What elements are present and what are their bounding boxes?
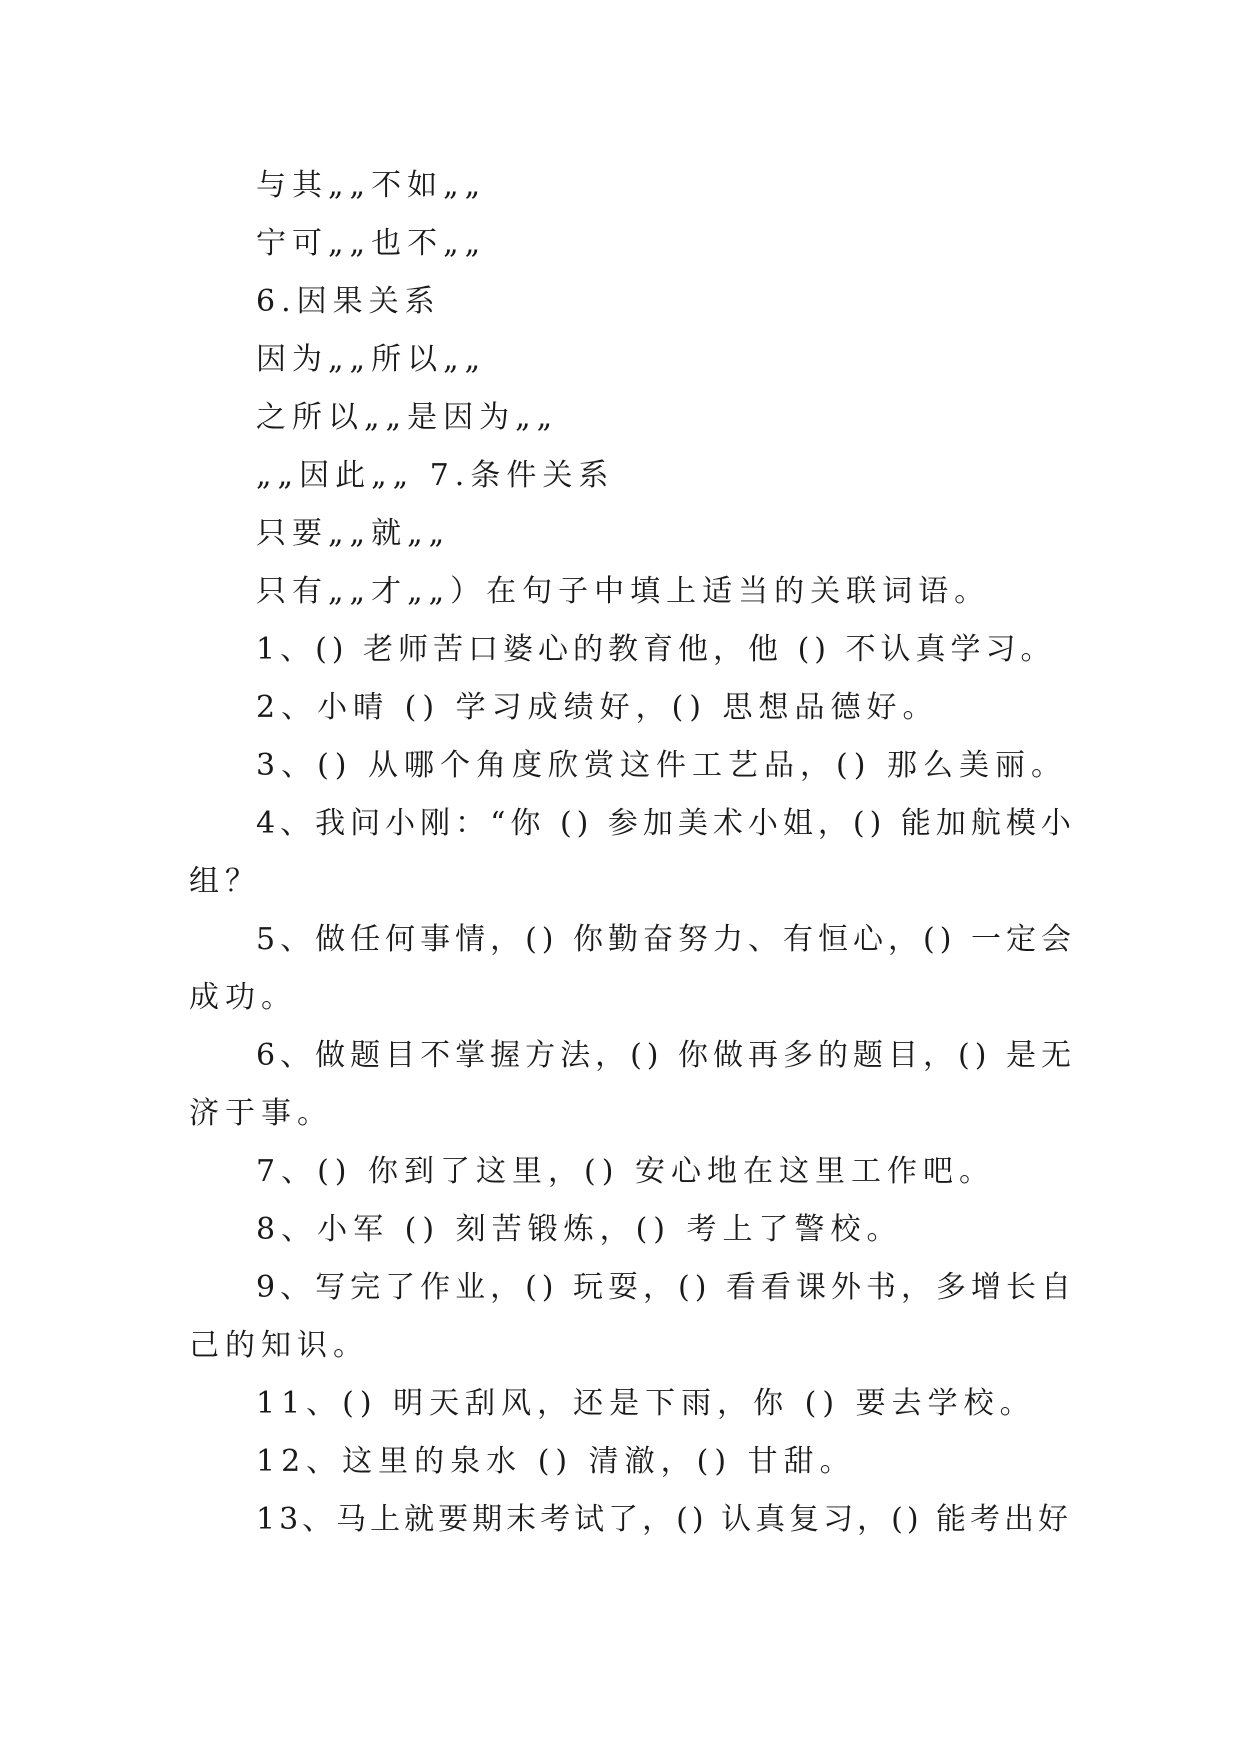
exercise-item-continued: 己的知识。 bbox=[189, 1328, 369, 1363]
exercise-item: 1、() 老师苦口婆心的教育他，他 () 不认真学习。 bbox=[256, 632, 1056, 667]
text-line: „„因此„„ 7.条件关系 bbox=[256, 458, 615, 493]
instruction-line: 只有„„才„„）在句子中填上适当的关联词语。 bbox=[256, 574, 991, 609]
exercise-item-continued: 济于事。 bbox=[189, 1096, 333, 1131]
text-line: 与其„„不如„„ bbox=[256, 168, 487, 203]
exercise-item: 9、写完了作业，() 玩耍，() 看看课外书，多增长自 bbox=[256, 1270, 1076, 1305]
exercise-item: 8、小军 () 刻苦锻炼，() 考上了警校。 bbox=[256, 1212, 903, 1247]
text-line: 因为„„所以„„ bbox=[256, 342, 487, 377]
exercise-item: 7、() 你到了这里，() 安心地在这里工作吧。 bbox=[256, 1154, 995, 1189]
text-line: 之所以„„是因为„„ bbox=[256, 400, 559, 435]
exercise-item-continued: 成功。 bbox=[189, 980, 297, 1015]
exercise-item: 13、马上就要期末考试了，() 认真复习，() 能考出好 bbox=[256, 1502, 1073, 1537]
exercise-item: 12、这里的泉水 () 清澈，() 甘甜。 bbox=[256, 1444, 856, 1479]
exercise-item-continued: 组？ bbox=[189, 864, 261, 899]
text-line: 宁可„„也不„„ bbox=[256, 226, 487, 261]
exercise-item: 11、() 明天刮风，还是下雨，你 () 要去学校。 bbox=[256, 1386, 1036, 1421]
exercise-item: 6、做题目不掌握方法，() 你做再多的题目，() 是无 bbox=[256, 1038, 1076, 1073]
exercise-item: 4、我问小刚：“你 () 参加美术小姐，() 能加航模小 bbox=[256, 806, 1076, 841]
text-line: 只要„„就„„ bbox=[256, 516, 451, 551]
section-heading: 6.因果关系 bbox=[256, 284, 441, 319]
exercise-item: 3、() 从哪个角度欣赏这件工艺品，() 那么美丽。 bbox=[256, 748, 1067, 783]
exercise-item: 2、小晴 () 学习成绩好，() 思想品德好。 bbox=[256, 690, 939, 725]
exercise-item: 5、做任何事情，() 你勤奋努力、有恒心，() 一定会 bbox=[256, 922, 1076, 957]
